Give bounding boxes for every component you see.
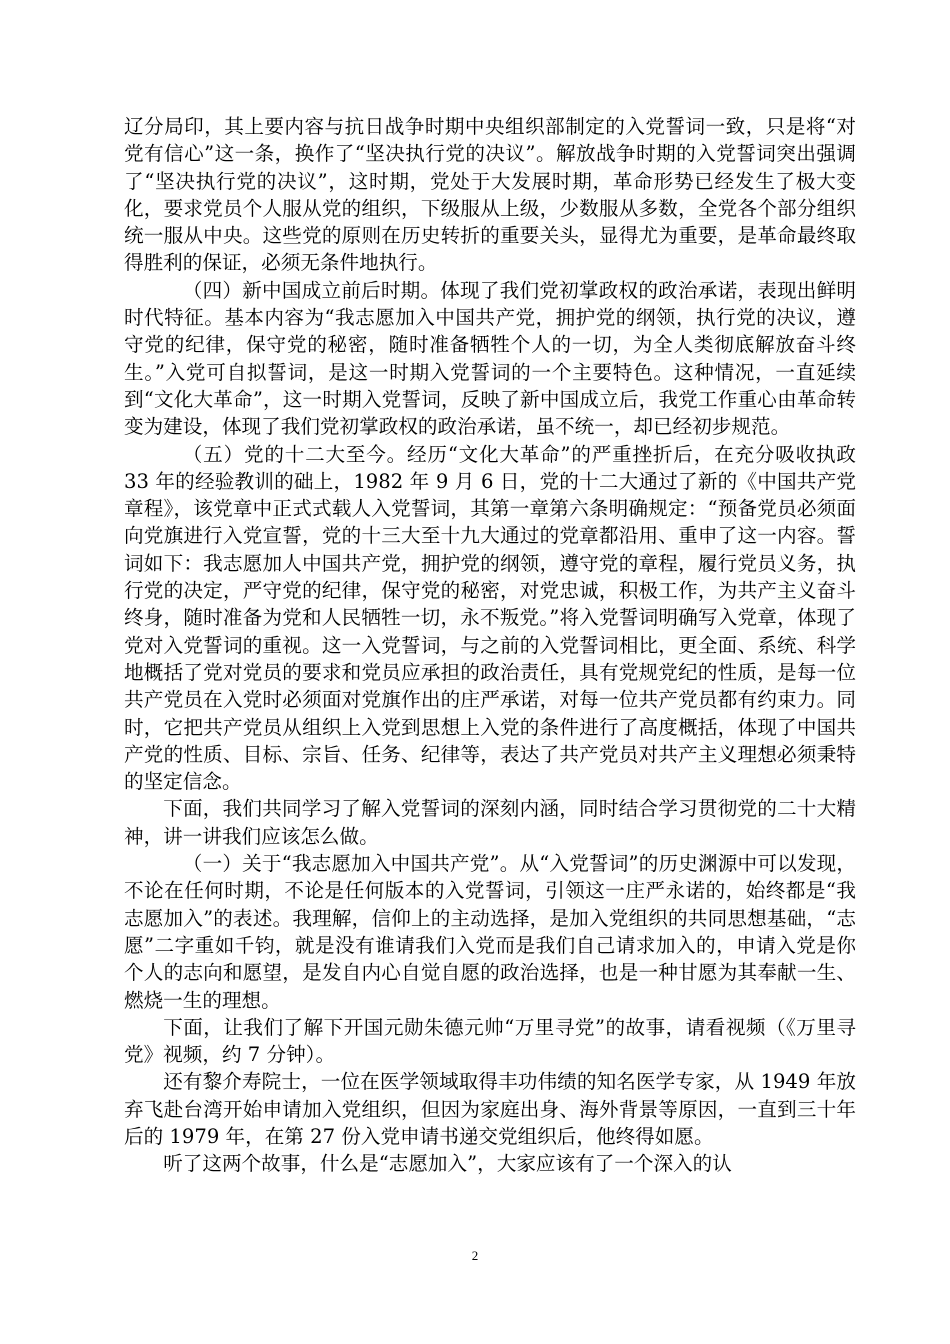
paragraph-li-jieshou-story: 还有黎介寿院士，一位在医学领域取得丰功伟绩的知名医学专家，从 1949 年放弃飞赴台湾开始申请加入党组织，但因为家庭出身、海外背景等原因，一直到三十年后的 1979 年，在第 27 份入党申请书递交党组织后，他终得如愿。 [124, 1070, 856, 1148]
body-text [124, 113, 856, 1178]
page-number: 2 [471, 1248, 479, 1263]
paragraph-study-intro: 下面，我们共同学习了解入党誓词的深刻内涵，同时结合学习贯彻党的二十大精神，讲一讲我们应该怎么做。 [124, 797, 856, 848]
paragraph-twelfth-congress: （五）党的十二大至今。经历“文化大革命”的严重挫折后，在充分吸收执政 33 年的经验教训的础上，1982 年 9 月 6 日，党的十二大通过了新的《中国共产党章程》，该党章中正式式载人入党誓词，其第一章第六条明确规定：“预备党员必须面向党旗进行入党宣誓，党的十三大至十九大通过的党章都沿用、重申了这一内容。誓词如下：我志愿加人中国共产党，拥护党的纲领，遵守党的章程，履行党员义务，执行党的决定，严守党的纪律，保守党的秘密，对党忠诚，积极工作，为共产主义奋斗终身，随时准备为党和人民牺牲一切，永不叛党。”将入党誓词明确写入党章，体现了党对入党誓词的重视。这一入党誓词，与之前的入党誓词相比，更全面、系统、科学地概括了党对党员的要求和党员应承担的政治责任，具有党规党纪的性质，是每一位共产党员在入党时必须面对党旗作出的庄严承诺，对每一位共产党员都有约束力。同时，它把共产党员从组织上入党到思想上入党的条件进行了高度概括，体现了中国共产党的性质、目标、宗旨、任务、纪律等，表达了共产党员对共产主义理想必须秉特的坚定信念。 [124, 442, 856, 794]
paragraph-zhu-de-story: 下面，让我们了解下开国元勋朱德元帅“万里寻党”的故事，请看视频（《万里寻党》视频，约 7 分钟）。 [124, 1015, 856, 1067]
paragraph-new-china-period: （四）新中国成立前后时期。体现了我们党初掌政权的政治承诺，表现出鲜明时代特征。基本内容为“我志愿加入中国共产党，拥护党的纲领，执行党的决议，遵守党的纪律，保守党的秘密，随时准备牺牲个人的一切，为全人类彻底解放奋斗终生。”入党可自拟誓词，是这一时期入党誓词的一个主要特色。这种情况，一直延续到“文化大革命”，这一时期入党誓词，反映了新中国成立后，我党工作重心由革命转变为建设，体现了我们党初掌政权的政治承诺，虽不统一，却已经初步规范。 [124, 278, 856, 439]
paragraph-voluntary-join: （一）关于“我志愿加入中国共产党”。从“入党誓词”的历史渊源中可以发现，不论在任何时期，不论是任何版本的入党誓词，引领这一庄严永诺的，始终都是“我志愿加入”的表述。我理解，信仰上的主动选择，是加入党组织的共同思想基础，“志愿”二字重如千钧，就是没有谁请我们入党而是我们自己请求加入的，申请入党是你个人的志向和愿望，是发自内心自觉自愿的政治选择，也是一种甘愿为其奉献一生、燃烧一生的理想。 [124, 852, 856, 1012]
paragraph-conclusion: 听了这两个故事，什么是“志愿加入”，大家应该有了一个深入的认 [163, 1152, 732, 1176]
paragraph-liberation-war-oath: 辽分局印，其上要内容与抗日战争时期中央组织部制定的入党誓词一致，只是将“对党有信心”这一条，换作了“坚决执行党的决议”。解放战争时期的入党誓词突出强调了“坚决执行党的决议”，这时期，党处于大发展时期，革命形势已经发生了极大变化，要求党员个人服从党的组织，下级服从上级，少数服从多数，全党各个部分组织统一服从中央。这些党的原则在历史转折的重要关头，显得尤为重要，是革命最终取得胜利的保证，必须无条件地执行。 [124, 115, 856, 275]
